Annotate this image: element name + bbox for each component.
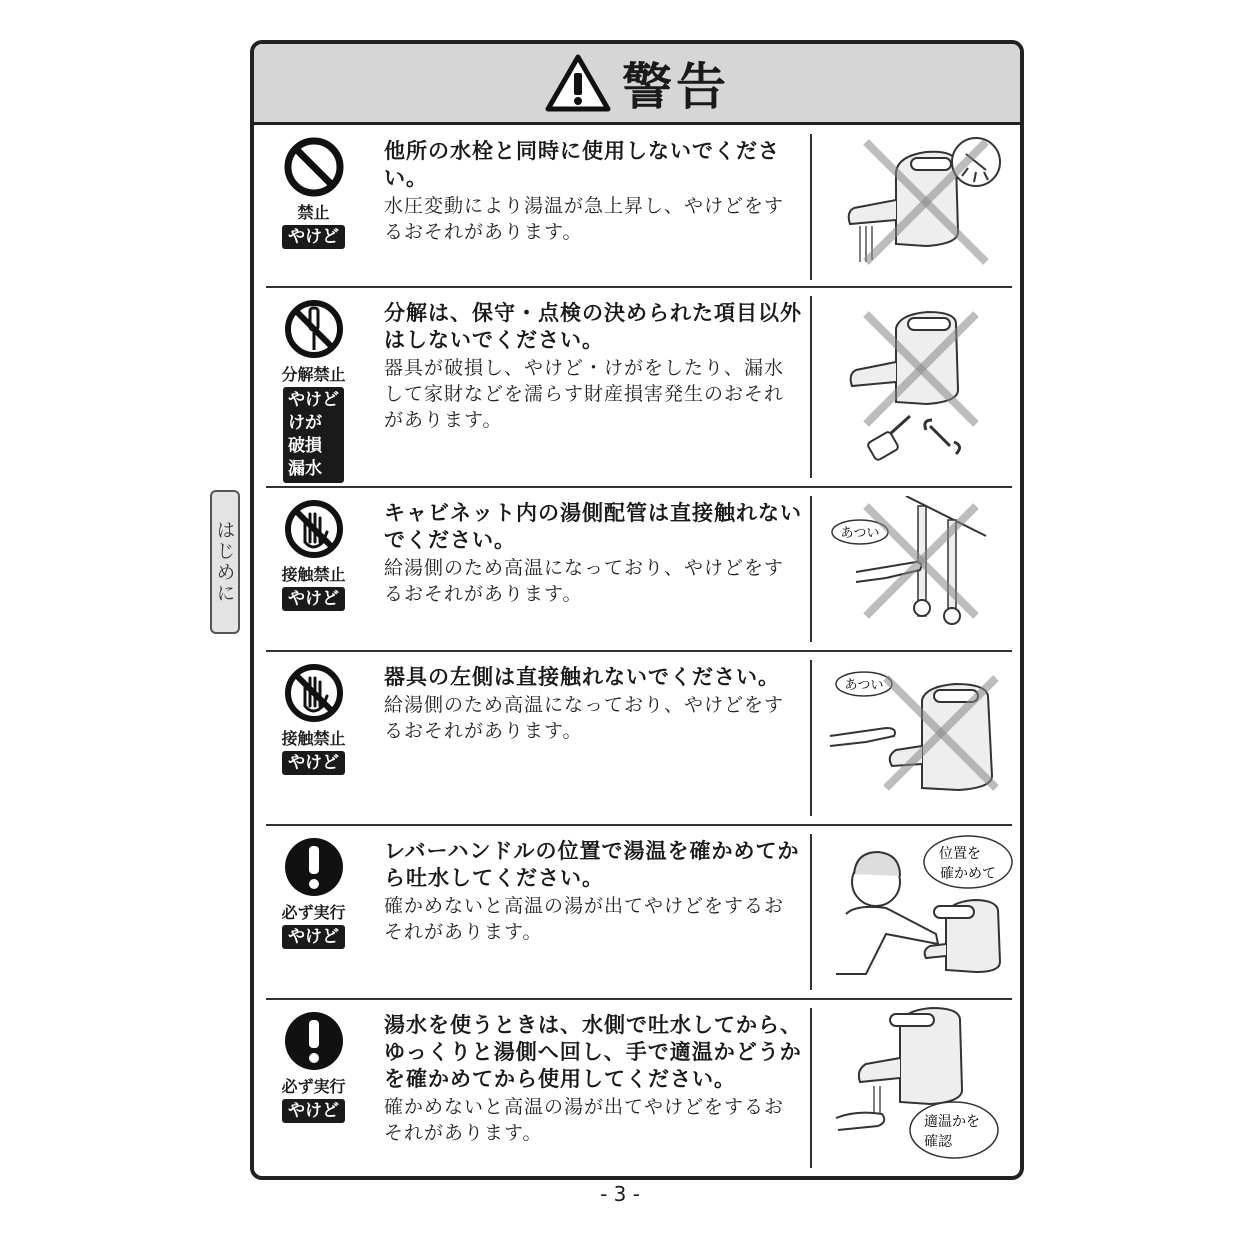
- warning-symbol: [266, 136, 361, 249]
- symbol-label: 禁止: [297, 203, 330, 222]
- warning-item-title: キャビネット内の湯側配管は直接触れないでください。: [384, 501, 802, 552]
- warning-item-title: レバーハンドルの位置で湯温を確かめてから吐水してください。: [384, 839, 800, 890]
- warning-item: [266, 488, 1012, 650]
- page-number: - 3 -: [600, 1182, 640, 1206]
- divider: [810, 134, 812, 280]
- hazard-badge: やけど: [282, 587, 345, 611]
- warning-item-desc: 給湯側のため高温になっており、やけどをするおそれがあります。: [384, 557, 785, 605]
- prohibition-icon: [283, 136, 345, 198]
- hazard-badge: やけど: [282, 751, 345, 775]
- warning-item-title: 分解は、保守・点検の決められた項目以外はしないでください。: [384, 301, 802, 352]
- warning-header: [254, 44, 1020, 125]
- symbol-label: 接触禁止: [281, 565, 346, 584]
- warning-triangle-icon: [544, 53, 612, 113]
- speech-bubble-line2: 確認: [924, 1134, 952, 1150]
- check-lever-illustration: [826, 834, 1016, 994]
- mandatory-action-icon: [283, 1010, 345, 1072]
- warning-symbol: [266, 1010, 361, 1123]
- warning-symbol: [266, 662, 361, 775]
- section-tab-label: はじめに: [213, 520, 236, 604]
- divider: [810, 496, 812, 642]
- symbol-label: 必ず実行: [281, 1077, 346, 1096]
- symbol-label: 必ず実行: [281, 903, 346, 922]
- speech-bubble-line1: 位置を: [939, 846, 981, 862]
- warning-symbol: [266, 298, 361, 483]
- warning-title: 警告: [622, 58, 730, 116]
- divider: [810, 296, 812, 478]
- speech-bubble: あつい: [844, 678, 884, 693]
- warning-item: [266, 126, 1012, 286]
- hazard-badge: やけど: [282, 925, 345, 949]
- speech-bubble-line2: 確かめて: [940, 866, 996, 882]
- no-disassembly-icon: [283, 298, 345, 360]
- warning-item-title: 他所の水栓と同時に使用しないでください。: [384, 139, 780, 190]
- warning-item-desc: 確かめないと高温の湯が出てやけどをするおそれがあります。: [384, 1096, 785, 1144]
- faucet-shower-illustration: [826, 132, 1006, 282]
- no-touch-icon: [283, 498, 345, 560]
- warning-frame: [250, 40, 1024, 1180]
- warning-symbol: [266, 836, 361, 949]
- warning-item-title: 湯水を使うときは、水側で吐水してから、ゆっくりと湯側へ回し、手で適温かどうかを確かめてから使用してください。: [384, 1013, 802, 1091]
- warning-item-desc: 器具が破損し、やけど・けがをしたり、漏水して家財などを濡らす財産損害発生のおそれがあります。: [384, 357, 785, 431]
- warning-item-desc: 水圧変動により湯温が急上昇し、やけどをするおそれがあります。: [384, 195, 785, 243]
- mandatory-action-icon: [283, 836, 345, 898]
- warning-item: [266, 288, 1012, 486]
- faucet-tools-illustration: [826, 308, 1006, 478]
- symbol-label: 分解禁止: [281, 365, 346, 384]
- warning-item-desc: 確かめないと高温の湯が出てやけどをするおそれがあります。: [384, 895, 785, 943]
- warning-item: [266, 826, 1012, 998]
- no-touch-icon: [283, 662, 345, 724]
- warning-item-desc: 給湯側のため高温になっており、やけどをするおそれがあります。: [384, 694, 785, 742]
- speech-bubble: あつい: [840, 526, 880, 541]
- symbol-label: 接触禁止: [281, 729, 346, 748]
- divider: [810, 1008, 812, 1168]
- speech-bubble-line1: 適温かを: [924, 1114, 980, 1130]
- temperature-check-illustration: [826, 1006, 1016, 1166]
- hazard-badge: やけど けが 破損 漏水: [283, 387, 344, 483]
- warning-item-title: 器具の左側は直接触れないでください。: [384, 665, 780, 689]
- warning-symbol: [266, 498, 361, 611]
- faucet-side-touch-illustration: [826, 666, 1006, 816]
- hazard-badge: やけど: [282, 1099, 345, 1123]
- section-tab[interactable]: [210, 490, 240, 634]
- hazard-badge: やけど: [282, 225, 345, 249]
- pipe-touch-illustration: [826, 496, 1006, 646]
- warning-item: [266, 1000, 1012, 1176]
- warning-item: [266, 652, 1012, 824]
- divider: [810, 660, 812, 816]
- divider: [810, 834, 812, 990]
